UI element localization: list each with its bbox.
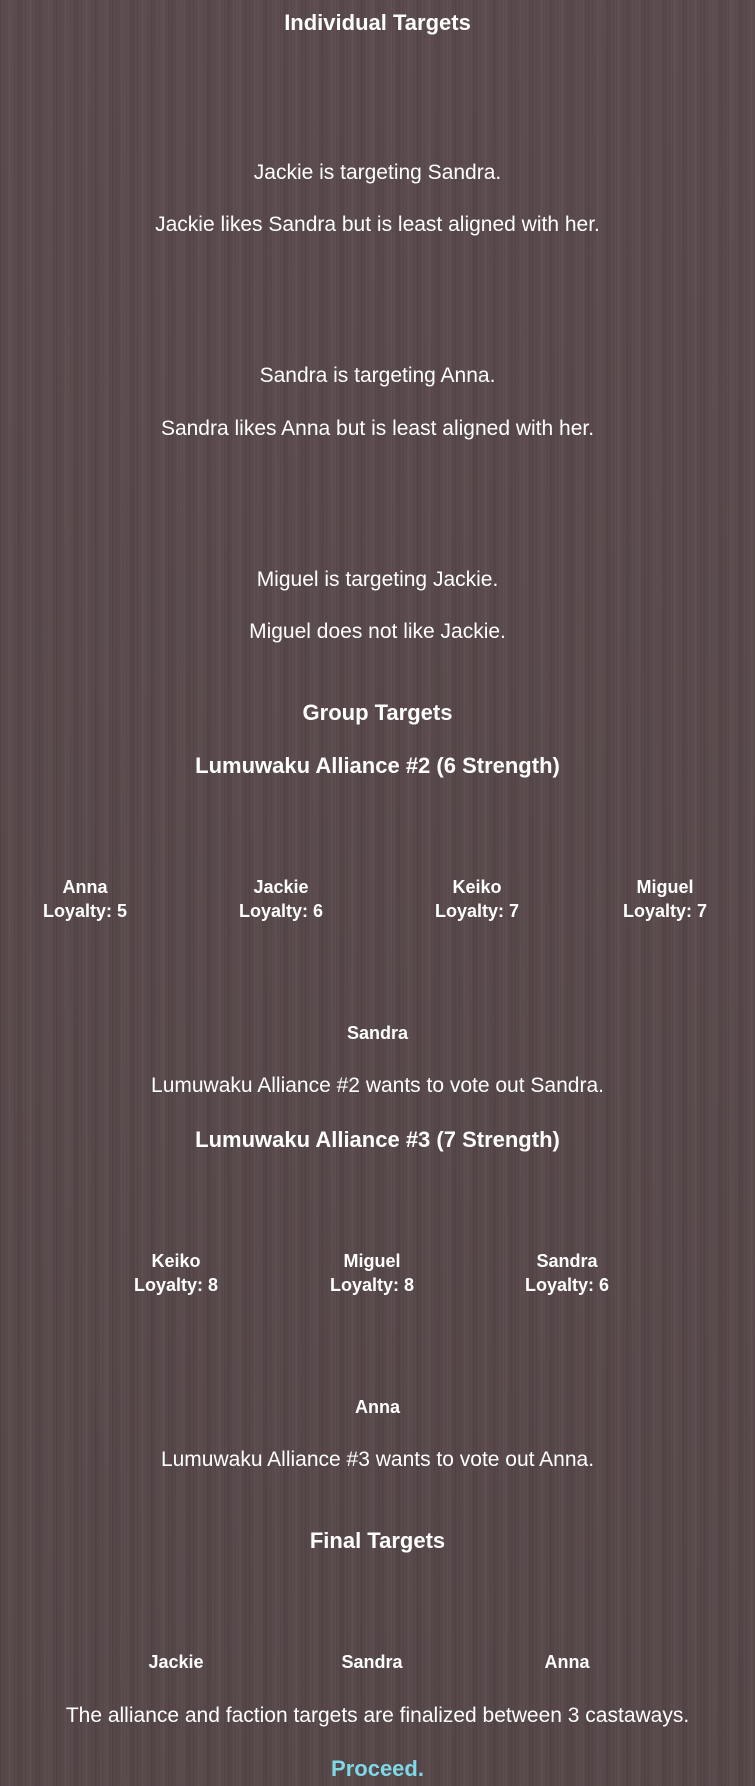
member-name: Sandra <box>536 1251 598 1271</box>
member-loyalty: Loyalty: 6 <box>238 901 324 921</box>
individual-reason-line: Miguel does not like Jackie. <box>249 620 506 643</box>
alliance-member-card <box>482 1249 652 1297</box>
member-name: Anna <box>62 877 108 897</box>
alliance-title: Lumuwaku Alliance #3 (7 Strength) <box>195 1127 560 1152</box>
individual-targets-heading: Individual Targets <box>284 10 471 35</box>
alliance-member-card <box>287 1249 457 1297</box>
member-loyalty: Loyalty: 7 <box>622 901 708 921</box>
member-loyalty: Loyalty: 5 <box>42 901 128 921</box>
alliance-title: Lumuwaku Alliance #2 (6 Strength) <box>195 753 560 778</box>
alliance-target-name: Anna <box>355 1397 400 1417</box>
member-loyalty: Loyalty: 6 <box>524 1275 610 1295</box>
final-target-name: Jackie <box>148 1652 204 1672</box>
member-loyalty: Loyalty: 8 <box>329 1275 415 1295</box>
proceed-link[interactable]: Proceed. <box>331 1756 424 1781</box>
final-targets-heading: Final Targets <box>309 1528 446 1553</box>
final-target-name: Anna <box>544 1652 590 1672</box>
individual-target-line: Sandra is targeting Anna. <box>259 364 496 387</box>
group-targets-heading: Group Targets <box>302 700 453 725</box>
individual-reason-line: Sandra likes Anna but is least aligned with her. <box>160 417 595 440</box>
final-target-name: Sandra <box>341 1652 403 1672</box>
final-summary: The alliance and faction targets are finalized between 3 castaways. <box>65 1704 690 1727</box>
member-name: Keiko <box>452 877 502 897</box>
member-name: Miguel <box>343 1251 401 1271</box>
individual-target-line: Miguel is targeting Jackie. <box>256 568 499 591</box>
proceed-row <box>0 1756 755 1782</box>
member-name: Keiko <box>151 1251 201 1271</box>
alliance-summary: Lumuwaku Alliance #3 wants to vote out Anna. <box>160 1448 595 1471</box>
member-name: Jackie <box>253 877 309 897</box>
alliance-target-name: Sandra <box>346 1023 409 1043</box>
alliance-member-card <box>91 1249 261 1297</box>
member-loyalty: Loyalty: 7 <box>434 901 520 921</box>
alliance-member-card <box>392 875 562 923</box>
member-name: Miguel <box>636 877 694 897</box>
individual-reason-line: Jackie likes Sandra but is least aligned with her. <box>155 213 600 236</box>
alliance-summary: Lumuwaku Alliance #2 wants to vote out Sandra. <box>151 1074 604 1097</box>
member-loyalty: Loyalty: 8 <box>133 1275 219 1295</box>
alliance-member-card <box>580 875 750 923</box>
individual-target-line: Jackie is targeting Sandra. <box>253 161 502 184</box>
alliance-member-card <box>0 875 170 923</box>
alliance-member-card <box>196 875 366 923</box>
